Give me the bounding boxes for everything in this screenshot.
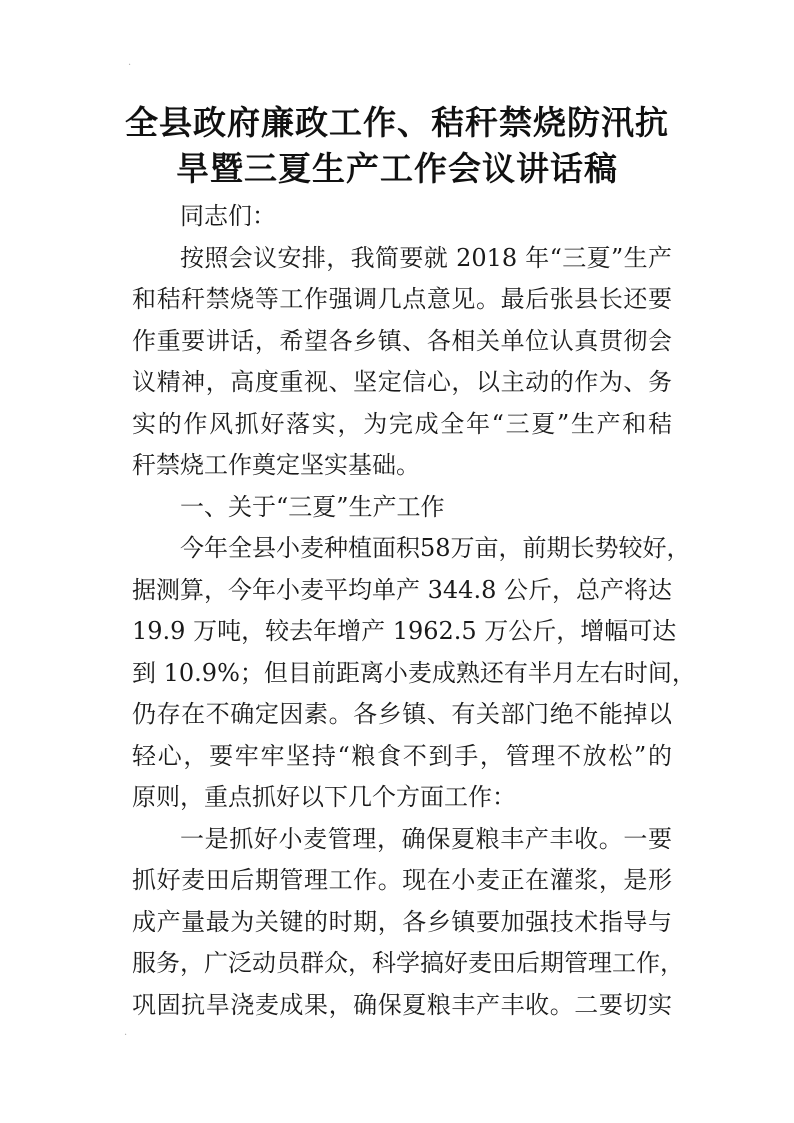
paragraph-wheat-management [132, 819, 684, 1027]
text-line: 议精神，高度重视、坚定信心，以主动的作为、务 [132, 368, 672, 396]
text-line: 成产量最为关键的时期，各乡镇要加强技术指导与 [132, 907, 672, 936]
document-body [132, 196, 696, 1026]
text-line: 轻心，要牢牢坚持“粮食不到手，管理不放松”的 [132, 741, 672, 770]
text-line: 一是抓好小麦管理，确保夏粮丰产丰收。一要 [180, 824, 672, 853]
text-line: 今年全县小麦种植面积58万亩，前期长势较好， [180, 534, 691, 562]
text-line: 按照会议安排，我简要就 2018 年“三夏”生产 [180, 243, 672, 272]
scan-mark: · [124, 1030, 128, 1041]
text-line: 19.9 万吨，较去年增产 1962.5 万公斤，增幅可达 [132, 617, 677, 645]
section-heading-text: 一、关于“三夏”生产工作 [180, 492, 445, 521]
paragraph-wheat-overview [132, 528, 696, 819]
text-line: 抓好麦田后期管理工作。现在小麦正在灌浆，是形 [132, 866, 672, 894]
salutation [132, 196, 672, 238]
text-line: 服务，广泛动员群众，科学搞好麦田后期管理工作， [132, 949, 684, 977]
section-heading [132, 487, 672, 529]
text-line: 据测算，今年小麦平均单产 344.8 公斤，总产将达 [132, 575, 672, 604]
text-line: 和秸秆禁烧等工作强调几点意见。最后张县长还要 [132, 285, 672, 313]
text-line: 到 10.9%；但目前距离小麦成熟还有半月左右时间， [132, 658, 696, 687]
text-line: 原则，重点抓好以下几个方面工作： [132, 783, 516, 811]
document-title [0, 100, 794, 192]
text-line: 作重要讲话，希望各乡镇、各相关单位认真贯彻会 [132, 326, 672, 355]
text-line: 秆禁烧工作奠定坚实基础。 [132, 451, 420, 479]
title-line-1: 全县政府廉政工作、秸秆禁烧防汛抗 [125, 103, 669, 142]
title-line-2: 旱暨三夏生产工作会议讲话稿 [176, 149, 618, 188]
scan-mark: · [128, 60, 132, 71]
paragraph-intro [132, 238, 672, 487]
text-line: 实的作风抓好落实，为完成全年“三夏”生产和秸 [132, 409, 672, 438]
salutation-text: 同志们： [180, 202, 276, 230]
text-line: 仍存在不确定因素。各乡镇、有关部门绝不能掉以 [132, 700, 672, 728]
text-line: 巩固抗旱浇麦成果，确保夏粮丰产丰收。二要切实 [132, 990, 672, 1019]
